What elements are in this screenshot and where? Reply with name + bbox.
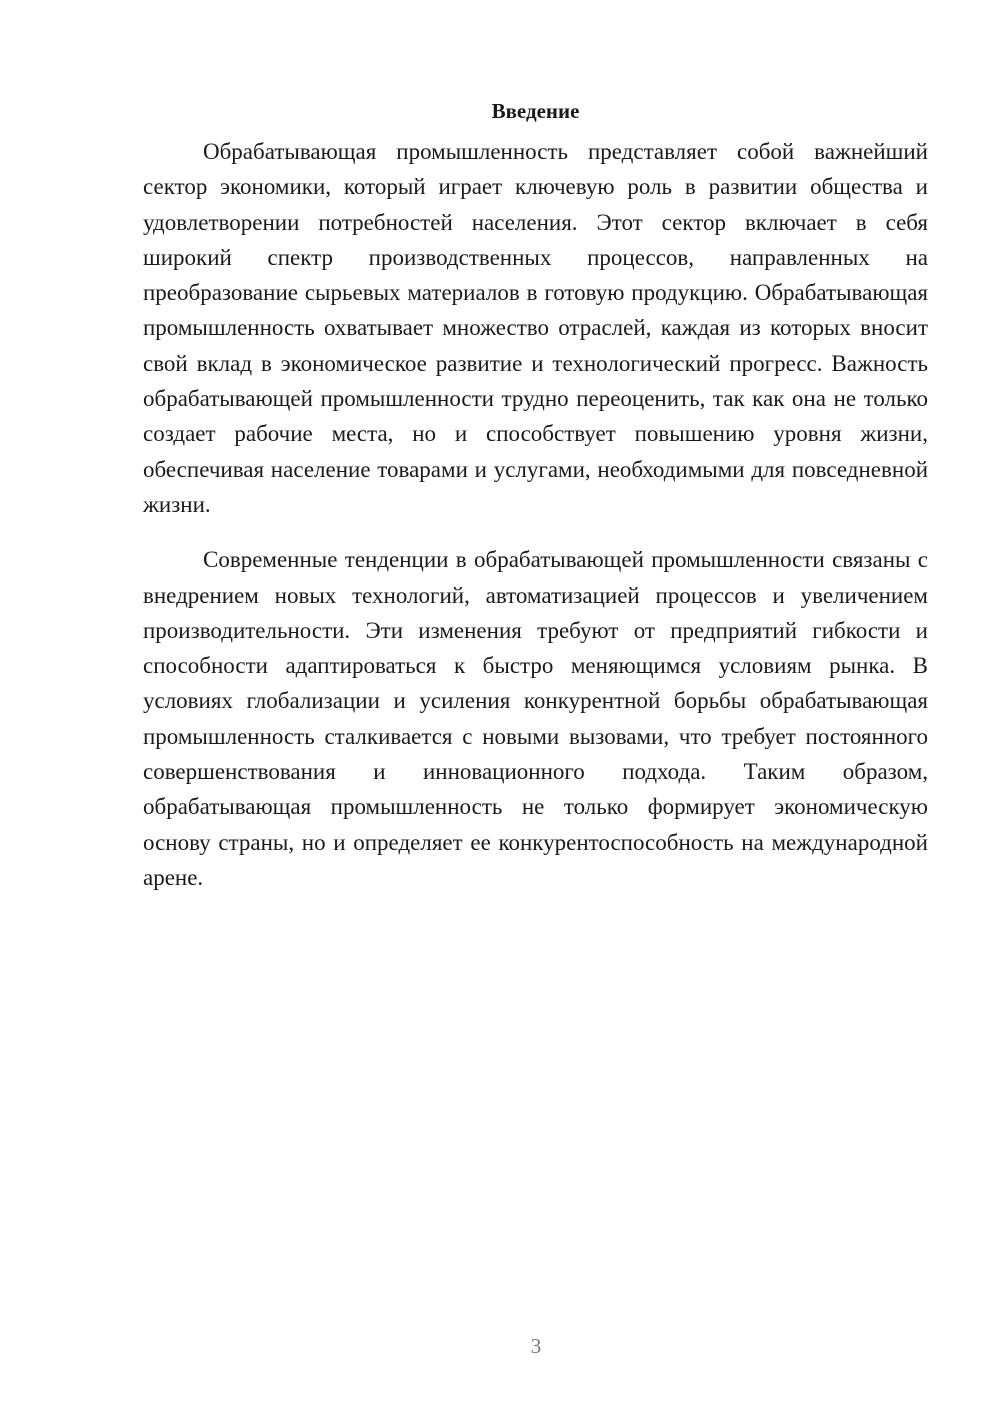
paragraph-1: Обрабатывающая промышленность представляет собой важнейший сектор экономики, который играет ключевую роль в развитии общества и удовлетворении потребностей населения. Этот сектор включает в себя широкий спектр производственных процессов, направленных на преобразование сырьевых материалов в готовую продукцию. Обрабатывающая промышленность охватывает множество отраслей, каждая из которых вносит свой вклад в экономическое развитие и технологический прогресс. Важность обрабатывающей промышленности трудно переоценить, так как она не только создает рабочие места, но и способствует повышению уровня жизни, обеспечивая население товарами и услугами, необходимыми для повседневной жизни. xyxy=(143,139,928,517)
page-number: 3 xyxy=(530,1334,542,1358)
page-content xyxy=(143,96,928,895)
paragraph-2: Современные тенденции в обрабатывающей промышленности связаны с внедрением новых технологий, автоматизацией процессов и увеличением производительности. Эти изменения требуют от предприятий гибкости и способности адаптироваться к быстро меняющимся условиям рынка. В условиях глобализации и усиления конкурентной борьбы обрабатывающая промышленность сталкивается с новыми вызовами, что требует постоянного совершенствования и инновационного подхода. Таким образом, обрабатывающая промышленность не только формирует экономическую основу страны, но и определяет ее конкурентоспособность на международной арене. xyxy=(143,547,928,890)
section-title: Введение xyxy=(491,99,580,123)
